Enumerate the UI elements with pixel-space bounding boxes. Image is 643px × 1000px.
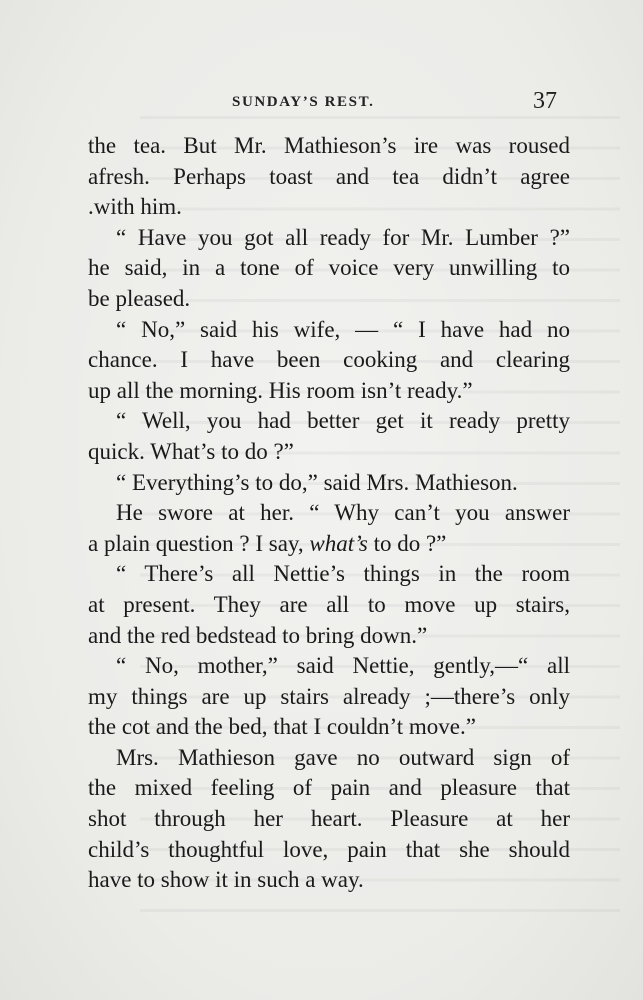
text-line: the tea. But Mr. Mathieson’s ire was roused [88,133,570,158]
text-line: afresh. Perhaps toast and tea didn’t agree [88,163,570,189]
text-line: the mixed feeling of pain and pleasure that [88,775,570,801]
text-line: and the red bedstead to bring down.” [88,622,428,648]
text-line: “ There’s all Nettie’s things in the room [116,561,570,587]
text-line: child’s thoughtful love, pain that she should [88,836,570,862]
text-line: “ Well, you had better get it ready pretty [116,408,570,434]
text-line: chance. I have been cooking and clearing [88,347,570,373]
page-header [0,88,643,118]
text-line: “ Have you got all ready for Mr. Lumber ?” [116,224,570,250]
text-line: shot through her heart. Pleasure at her [88,806,570,832]
text-line: the cot and the bed, that I couldn’t move.” [88,714,476,740]
running-head: SUNDAY’S REST. [232,94,375,110]
text-line: a plain question ? I say, what’s to do ?” [88,530,447,556]
text-line: “ No,” said his wife, — “ I have had no [116,316,570,342]
text-line: .with him. [88,194,182,220]
text-line: Mrs. Mathieson gave no outward sign of [116,744,570,770]
text-line: my things are up stairs already ;—there’s only [88,683,570,709]
text-line: He swore at her. “ Why can’t you answer [116,500,570,526]
text-line: have to show it in such a way. [88,867,364,893]
body-text [88,131,570,896]
text-line: at present. They are all to move up stairs, [88,591,570,617]
text-line: up all the morning. His room isn’t ready.” [88,377,473,403]
text-line: quick. What’s to do ?” [88,438,294,464]
text-line: “ Everything’s to do,” said Mrs. Mathieson. [116,469,518,495]
text-line: he said, in a tone of voice very unwilling to [88,255,570,281]
page-number: 37 [533,88,557,114]
text-line: “ No, mother,” said Nettie, gently,—“ all [116,653,570,679]
text-line: be pleased. [88,285,191,311]
